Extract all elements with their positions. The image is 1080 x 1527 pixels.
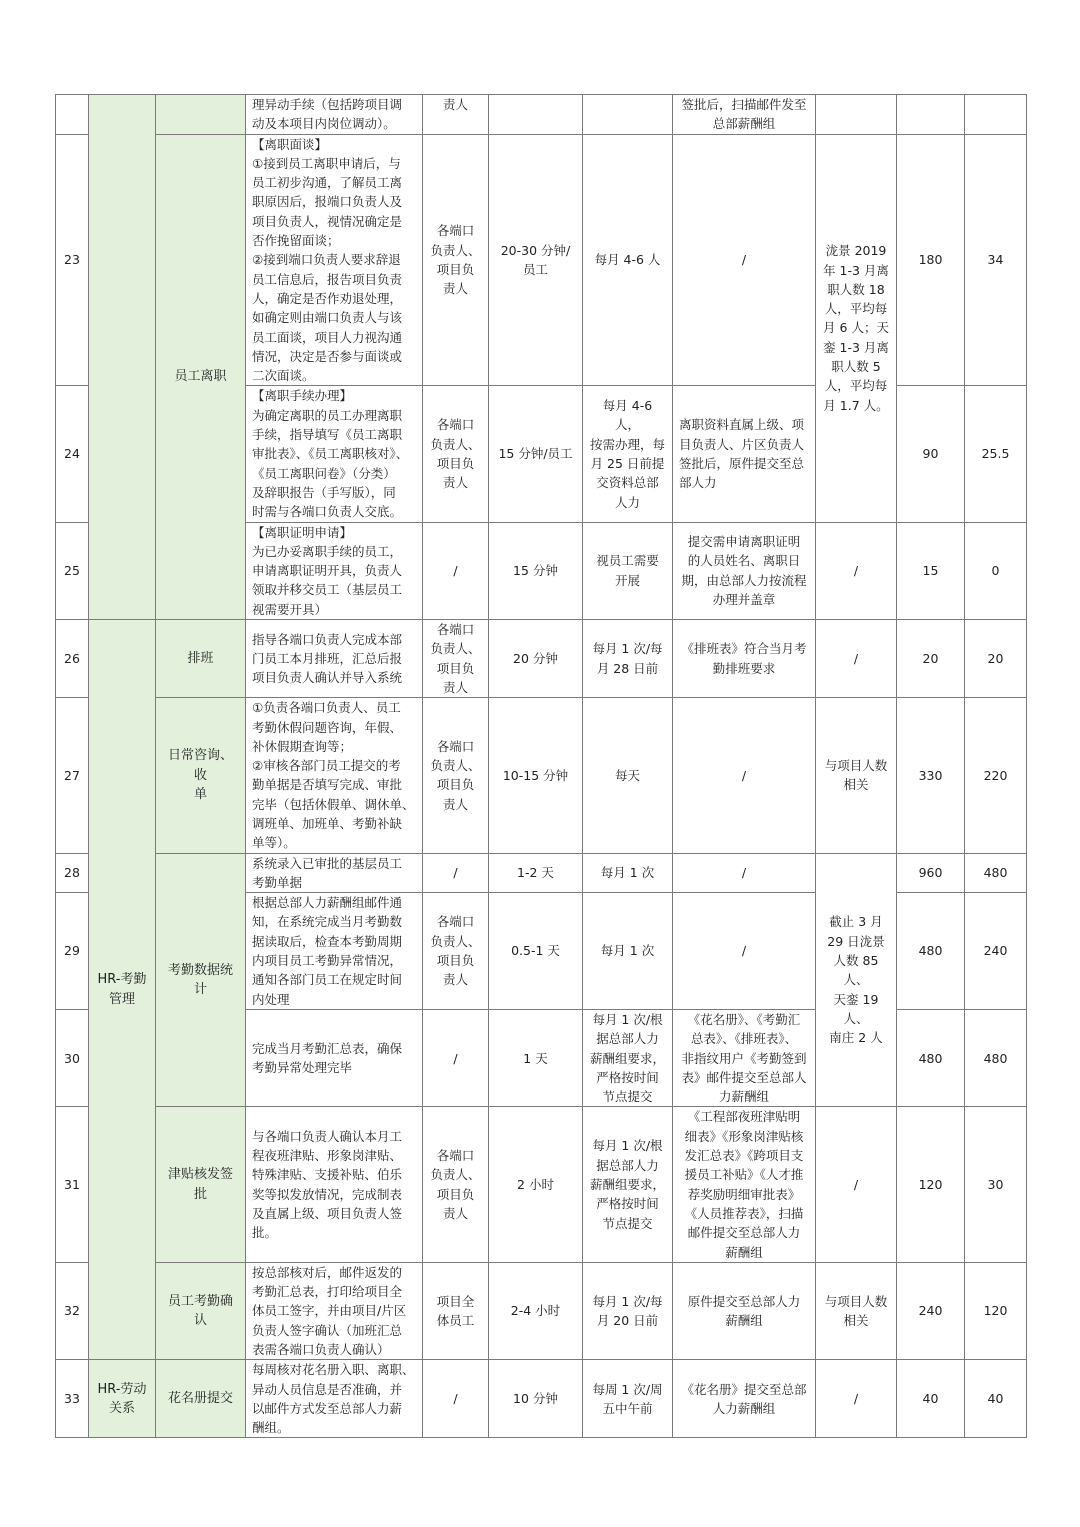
note-cell: [816, 95, 897, 135]
value-cell: 480: [897, 1009, 965, 1106]
frequency-cell: 每月 1 次/根 据总部人力 薪酬组要求， 严格按时间 节点提交: [583, 1107, 673, 1262]
owner-cell: 各端口 负责人、 项目负 责人: [423, 620, 489, 698]
duration-cell: 1-2 天: [489, 853, 583, 893]
category-cell-blank: [89, 95, 156, 620]
note-cell: /: [816, 620, 897, 698]
frequency-cell: 每月 4-6 人， 按需办理，每 月 25 日前提 交资料总部 人力: [583, 386, 673, 522]
row-number: 24: [56, 386, 89, 522]
deliverable-cell: 《花名册》提交至总部 人力薪酬组: [673, 1360, 816, 1438]
duration-cell: 2-4 小时: [489, 1262, 583, 1359]
owner-cell: /: [423, 522, 489, 619]
row-number: 31: [56, 1107, 89, 1262]
frequency-cell: 每周 1 次/周 五中午前: [583, 1360, 673, 1438]
value-cell: 480: [965, 1009, 1027, 1106]
frequency-cell: 每月 1 次/根 据总部人力 薪酬组要求， 严格按时间 节点提交: [583, 1009, 673, 1106]
value-cell: 480: [897, 893, 965, 1010]
task-description: 【离职面谈】 ①接到员工离职申请后，与 员工初步沟通，了解员工离 职原因后，报端口负责人及 项目负责人，视情况确定是 否作挽留面谈； ②接到端口负责人要求辞退 员工信息后，报告项目负责 人，确定是否作劝退处理， 如确定则由端口负责人与该 员工面谈，项目人力视沟通 情况，决定是否参与面谈或 二次面谈。: [246, 134, 423, 386]
deliverable-cell: 原件提交至总部人力 薪酬组: [673, 1262, 816, 1359]
owner-cell: /: [423, 1360, 489, 1438]
deliverable-cell: /: [673, 893, 816, 1010]
subcategory-cell: 员工考勤确 认: [156, 1262, 246, 1359]
row-number: 25: [56, 522, 89, 619]
value-cell: 120: [965, 1262, 1027, 1359]
category-cell: HR-考勤 管理: [89, 620, 156, 1360]
table-row: [56, 134, 1027, 386]
duration-cell: 10-15 分钟: [489, 698, 583, 853]
row-number: 23: [56, 134, 89, 386]
task-description: 【离职证明申请】 为已办妥离职手续的员工， 申请离职证明开具，负责人 领取并移交员工（基层员工 视需要开具）: [246, 522, 423, 619]
value-cell: [897, 95, 965, 135]
value-cell: [965, 95, 1027, 135]
subcategory-cell: 排班: [156, 620, 246, 698]
value-cell: 240: [965, 893, 1027, 1010]
row-number: 28: [56, 853, 89, 893]
duration-cell: 20-30 分钟/ 员工: [489, 134, 583, 386]
owner-cell: /: [423, 853, 489, 893]
value-cell: 960: [897, 853, 965, 893]
subcategory-cell: 员工离职: [156, 134, 246, 619]
frequency-cell: 每月 1 次: [583, 893, 673, 1010]
task-description: 系统录入已审批的基层员工 考勤单据: [246, 853, 423, 893]
row-number: 29: [56, 893, 89, 1010]
value-cell: 20: [897, 620, 965, 698]
duration-cell: 0.5-1 天: [489, 893, 583, 1010]
hr-task-table-sheet: [55, 94, 1026, 1438]
table-row: [56, 1107, 1027, 1262]
duration-cell: 20 分钟: [489, 620, 583, 698]
deliverable-cell: /: [673, 698, 816, 853]
deliverable-cell: 《排班表》符合当月考 勤排班要求: [673, 620, 816, 698]
note-cell: /: [816, 1107, 897, 1262]
category-cell: HR-劳动 关系: [89, 1360, 156, 1438]
value-cell: 15: [897, 522, 965, 619]
hr-task-table: [55, 94, 1027, 1438]
owner-cell: 各端口 负责人、 项目负 责人: [423, 134, 489, 386]
table-row: [56, 1262, 1027, 1359]
frequency-cell: 每月 1 次: [583, 853, 673, 893]
table-row: [56, 1360, 1027, 1438]
frequency-cell: 每天: [583, 698, 673, 853]
frequency-cell: [583, 95, 673, 135]
owner-cell: 各端口 负责人、 项目负 责人: [423, 698, 489, 853]
deliverable-cell: /: [673, 853, 816, 893]
duration-cell: 15 分钟: [489, 522, 583, 619]
task-description: 按总部核对后，邮件返发的 考勤汇总表，打印给项目全 体员工签字，并由项目/片区 负责人签字确认（加班汇总 表需各端口负责人确认）: [246, 1262, 423, 1359]
task-description: 理异动手续（包括跨项目调 动及本项目内岗位调动）。: [246, 95, 423, 135]
note-cell: 泷景 2019 年 1-3 月离 职人数 18 人，平均每 月 6 人；天 銮 1-3 月离 职人数 5 人，平均每 月 1.7 人。: [816, 134, 897, 522]
frequency-cell: 每月 4-6 人: [583, 134, 673, 386]
subcategory-cell-blank: [156, 95, 246, 135]
table-row: [56, 853, 1027, 893]
note-cell: 截止 3 月 29 日泷景 人数 85 人、 天銮 19 人、 南庄 2 人: [816, 853, 897, 1107]
value-cell: 0: [965, 522, 1027, 619]
owner-cell: 责人: [423, 95, 489, 135]
row-number: 30: [56, 1009, 89, 1106]
subcategory-cell: 花名册提交: [156, 1360, 246, 1438]
value-cell: 30: [965, 1107, 1027, 1262]
value-cell: 330: [897, 698, 965, 853]
note-cell: /: [816, 1360, 897, 1438]
duration-cell: [489, 95, 583, 135]
value-cell: 20: [965, 620, 1027, 698]
owner-cell: 各端口 负责人、 项目负 责人: [423, 1107, 489, 1262]
note-cell: 与项目人数 相关: [816, 1262, 897, 1359]
value-cell: 480: [965, 853, 1027, 893]
duration-cell: 10 分钟: [489, 1360, 583, 1438]
value-cell: 34: [965, 134, 1027, 386]
deliverable-cell: 《花名册》、《考勤汇 总表》、《排班表》、 非指纹用户《考勤签到 表》邮件提交至总部人 力薪酬组: [673, 1009, 816, 1106]
value-cell: 25.5: [965, 386, 1027, 522]
subcategory-cell: 津贴核发签 批: [156, 1107, 246, 1262]
duration-cell: 1 天: [489, 1009, 583, 1106]
table-row: [56, 620, 1027, 698]
task-description: 与各端口负责人确认本月工 程夜班津贴、形象岗津贴、 特殊津贴、支援补贴、伯乐 奖等拟发放情况，完成制表 及直属上级、项目负责人签 批。: [246, 1107, 423, 1262]
subcategory-cell: 日常咨询、收 单: [156, 698, 246, 853]
owner-cell: 项目全 体员工: [423, 1262, 489, 1359]
value-cell: 180: [897, 134, 965, 386]
deliverable-cell: 提交需申请离职证明 的人员姓名、离职日 期，由总部人力按流程 办理并盖章: [673, 522, 816, 619]
duration-cell: 15 分钟/员工: [489, 386, 583, 522]
task-description: 指导各端口负责人完成本部 门员工本月排班，汇总后报 项目负责人确认并导入系统: [246, 620, 423, 698]
deliverable-cell: /: [673, 134, 816, 386]
duration-cell: 2 小时: [489, 1107, 583, 1262]
deliverable-cell: 离职资料直属上级、项 目负责人、片区负责人 签批后，原件提交至总 部人力: [673, 386, 816, 522]
subcategory-cell: 考勤数据统 计: [156, 853, 246, 1107]
value-cell: 40: [897, 1360, 965, 1438]
value-cell: 220: [965, 698, 1027, 853]
row-number: 27: [56, 698, 89, 853]
row-number: [56, 95, 89, 135]
owner-cell: 各端口 负责人、 项目负 责人: [423, 893, 489, 1010]
task-description: ①负责各端口负责人、员工 考勤休假问题咨询，年假、 补休假期查询等； ②审核各部门员工提交的考 勤单据是否填写完成、审批 完毕（包括休假单、调休单、 调班单、加班单、考勤补缺 单等）。: [246, 698, 423, 853]
frequency-cell: 视员工需要 开展: [583, 522, 673, 619]
row-number: 33: [56, 1360, 89, 1438]
task-description: 完成当月考勤汇总表，确保 考勤异常处理完毕: [246, 1009, 423, 1106]
note-cell: 与项目人数 相关: [816, 698, 897, 853]
task-description: 【离职手续办理】 为确定离职的员工办理离职 手续，指导填写《员工离职 审批表》、《员工离职核对》、 《员工离职问卷》（分类） 及辞职报告（手写版），同 时需与各端口负责人交底。: [246, 386, 423, 522]
deliverable-cell: 签批后，扫描邮件发至 总部薪酬组: [673, 95, 816, 135]
deliverable-cell: 《工程部夜班津贴明 细表》《形象岗津贴核 发汇总表》《跨项目支 援员工补贴》《人才推 荐奖励明细审批表》 《人员推荐表》，扫描 邮件提交至总部人力 薪酬组: [673, 1107, 816, 1262]
value-cell: 90: [897, 386, 965, 522]
row-number: 26: [56, 620, 89, 698]
owner-cell: /: [423, 1009, 489, 1106]
value-cell: 120: [897, 1107, 965, 1262]
note-cell: /: [816, 522, 897, 619]
frequency-cell: 每月 1 次/每 月 28 日前: [583, 620, 673, 698]
value-cell: 240: [897, 1262, 965, 1359]
owner-cell: 各端口 负责人、 项目负 责人: [423, 386, 489, 522]
value-cell: 40: [965, 1360, 1027, 1438]
task-description: 根据总部人力薪酬组邮件通 知，在系统完成当月考勤数 据读取后，检查本考勤周期 内项目员工考勤异常情况， 通知各部门员工在规定时间 内处理: [246, 893, 423, 1010]
frequency-cell: 每月 1 次/每 月 20 日前: [583, 1262, 673, 1359]
row-number: 32: [56, 1262, 89, 1359]
task-description: 每周核对花名册入职、离职、 异动人员信息是否准确，并 以邮件方式发至总部人力薪 酬组。: [246, 1360, 423, 1438]
table-row: [56, 95, 1027, 135]
table-row: [56, 698, 1027, 853]
